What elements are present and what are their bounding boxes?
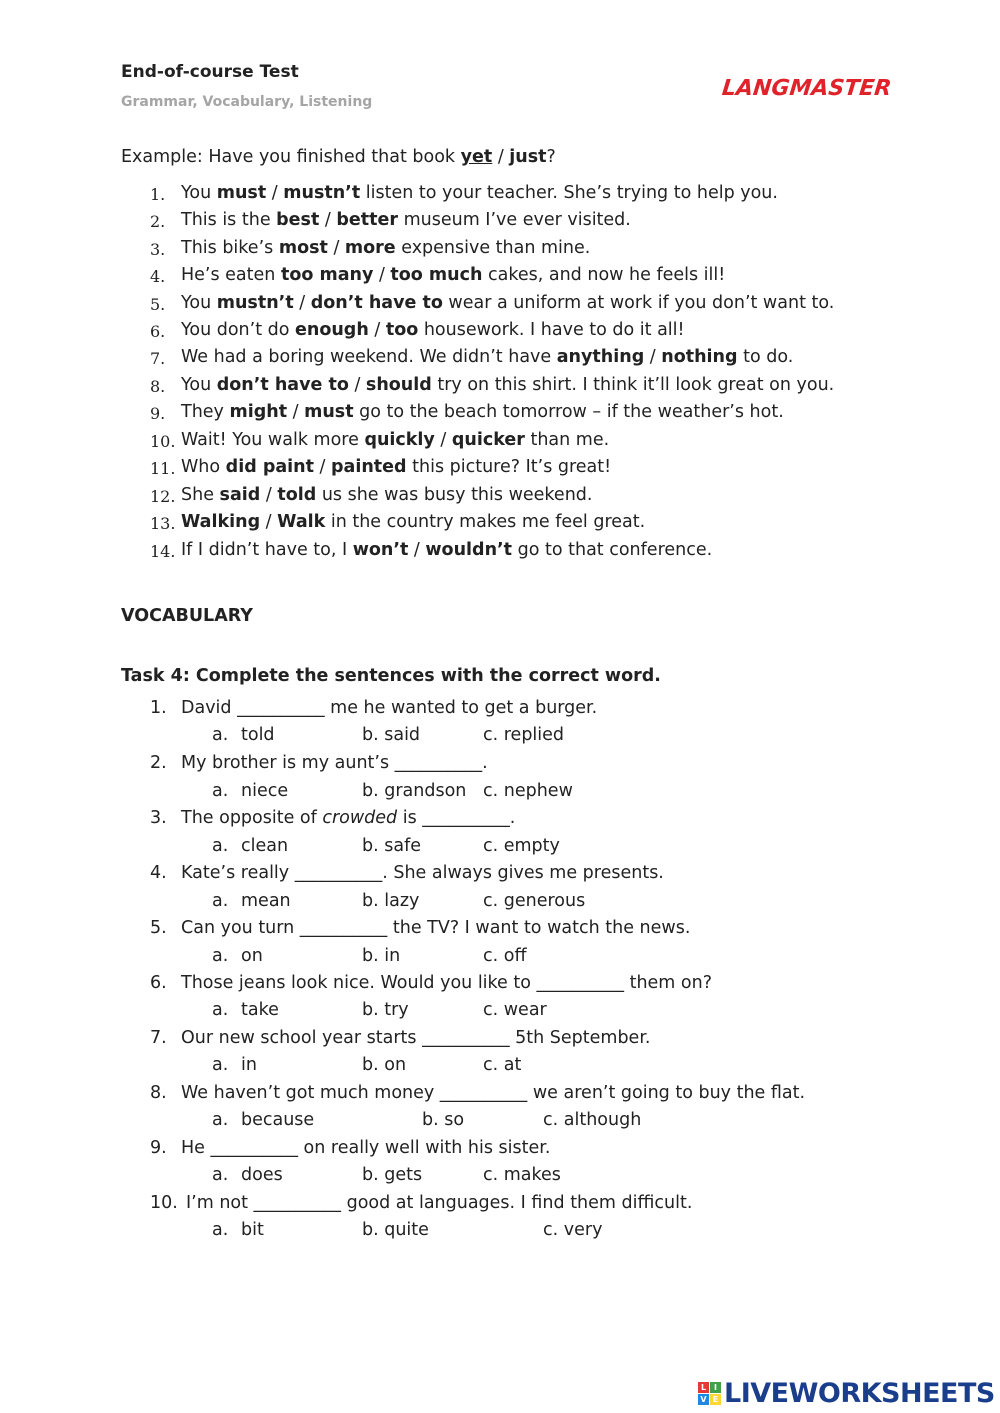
option-separator: / [319, 210, 337, 230]
item-text-before: We had a boring weekend. We didn’t have [181, 347, 557, 367]
option-separator: / [260, 512, 278, 532]
item-text-after: wear a uniform at work if you don’t want to. [442, 293, 835, 313]
question-row [0, 1138, 1000, 1162]
option-a-letter: a. [212, 1165, 229, 1185]
item-text-after: this picture? It’s great! [406, 457, 612, 477]
example-text: Example: Have you finished that book [121, 147, 461, 167]
question-number: 1. [150, 698, 167, 718]
grammar-item [0, 457, 1000, 481]
item-text-after: listen to your teacher. She’s trying to help you. [360, 183, 778, 203]
grammar-item [0, 402, 1000, 426]
option-one[interactable]: anything [556, 347, 645, 367]
question-row [0, 698, 1000, 722]
option-one[interactable]: mustn’t [216, 293, 294, 313]
question-text: Kate’s really __________. She always gives me presents. [181, 863, 664, 883]
option-two[interactable]: painted [331, 457, 407, 477]
grammar-item [0, 485, 1000, 509]
grammar-item [0, 320, 1000, 344]
grammar-item [0, 265, 1000, 289]
question-number: 6. [150, 973, 167, 993]
item-text-before: This bike’s [181, 238, 279, 258]
badge-letter: L [698, 1382, 709, 1393]
item-text-after: go to the beach tomorrow – if the weather’s hot. [353, 402, 784, 422]
item-text-before: You [181, 293, 217, 313]
option-b[interactable]: b. lazy [362, 891, 420, 911]
option-separator: / [434, 430, 452, 450]
grammar-item [0, 540, 1000, 564]
option-a-letter: a. [212, 781, 229, 801]
question-number: 8. [150, 1083, 167, 1103]
item-text-after: cakes, and now he feels ill! [482, 265, 726, 285]
question-text: David __________ me he wanted to get a burger. [181, 698, 598, 718]
grammar-item [0, 375, 1000, 399]
example-separator: / [492, 147, 510, 167]
question-number: 2. [150, 753, 167, 773]
item-text-after: in the country makes me feel great. [325, 512, 646, 532]
option-c[interactable]: c. replied [483, 725, 565, 745]
question-row [0, 808, 1000, 832]
option-a-letter: a. [212, 836, 229, 856]
option-separator: / [348, 375, 366, 395]
item-number: 5. [150, 295, 166, 314]
option-b[interactable]: b. in [362, 946, 401, 966]
item-number: 9. [150, 404, 166, 423]
item-text-after: us she was busy this weekend. [316, 485, 593, 505]
item-number: 14. [150, 542, 176, 561]
item-text-before: You [181, 375, 217, 395]
item-number: 7. [150, 349, 166, 368]
option-a[interactable]: mean [241, 891, 291, 911]
option-separator: / [644, 347, 662, 367]
option-a[interactable]: because [241, 1110, 315, 1130]
grammar-item [0, 210, 1000, 234]
liveworksheets-logo [698, 1376, 995, 1410]
question-row [0, 973, 1000, 997]
option-a[interactable]: in [241, 1055, 257, 1075]
question-text-after: is __________. [397, 808, 516, 828]
option-c[interactable]: c. off [483, 946, 527, 966]
option-a[interactable]: bit [241, 1220, 264, 1240]
option-b[interactable]: b. safe [362, 836, 422, 856]
item-number: 6. [150, 322, 166, 341]
example-option-yet: yet [460, 147, 493, 167]
item-text-before: This is the [181, 210, 277, 230]
option-a-letter: a. [212, 946, 229, 966]
option-c[interactable]: c. wear [483, 1000, 547, 1020]
grammar-item [0, 293, 1000, 317]
item-text-after: housework. I have to do it all! [418, 320, 685, 340]
option-one[interactable]: won’t [352, 540, 409, 560]
item-text-after: go to that conference. [512, 540, 713, 560]
badge-letter: E [710, 1394, 721, 1405]
option-a-letter: a. [212, 1000, 229, 1020]
item-text-after: than me. [524, 430, 610, 450]
question-number: 10. [150, 1193, 178, 1213]
question-number: 3. [150, 808, 167, 828]
question-text: We haven’t got much money __________ we aren’t going to buy the flat. [181, 1083, 806, 1103]
item-text-before: He’s eaten [181, 265, 281, 285]
option-one[interactable]: said [219, 485, 261, 505]
item-number: 4. [150, 267, 166, 286]
option-a[interactable]: told [241, 725, 275, 745]
option-c[interactable]: c. nephew [483, 781, 573, 801]
option-separator: / [327, 238, 345, 258]
item-number: 8. [150, 377, 166, 396]
vocabulary-heading: VOCABULARY [121, 606, 253, 626]
option-one[interactable]: Walking [181, 512, 261, 532]
question-number: 4. [150, 863, 167, 883]
grammar-item [0, 238, 1000, 262]
option-c[interactable]: c. makes [483, 1165, 561, 1185]
option-two[interactable]: mustn’t [283, 183, 361, 203]
question-row [0, 1028, 1000, 1052]
option-two[interactable]: must [304, 402, 354, 422]
option-a[interactable]: clean [241, 836, 289, 856]
option-separator: / [313, 457, 332, 477]
question-text: Those jeans look nice. Would you like to __________ them on? [181, 973, 712, 993]
option-b[interactable]: b. gets [362, 1165, 423, 1185]
question-row [0, 863, 1000, 887]
liveworksheets-badge-icon [698, 1382, 721, 1405]
option-two[interactable]: more [344, 238, 396, 258]
option-one[interactable]: don’t have to [216, 375, 349, 395]
item-text-after: museum I’ve ever visited. [398, 210, 631, 230]
question-text: My brother is my aunt’s __________. [181, 753, 488, 773]
question-italic-word: crowded [322, 808, 398, 828]
question-number: 5. [150, 918, 167, 938]
question-text: Can you turn __________ the TV? I want to watch the news. [181, 918, 691, 938]
option-separator: / [368, 320, 386, 340]
option-c[interactable]: c. although [543, 1110, 642, 1130]
grammar-item [0, 512, 1000, 536]
question-text: Our new school year starts __________ 5th September. [181, 1028, 651, 1048]
option-one[interactable]: enough [295, 320, 369, 340]
item-text-after: to do. [737, 347, 794, 367]
document-title: End-of-course Test [121, 62, 299, 82]
option-two[interactable]: quicker [451, 430, 525, 450]
example-end: ? [546, 147, 556, 167]
item-text-before: Wait! You walk more [181, 430, 365, 450]
option-c[interactable]: c. empty [483, 836, 560, 856]
liveworksheets-wordmark: LIVEWORKSHEETS [724, 1377, 995, 1409]
option-one[interactable]: quickly [364, 430, 435, 450]
item-text-before: You don’t do [181, 320, 295, 340]
option-b[interactable]: b. grandson [362, 781, 467, 801]
item-text-before: You [181, 183, 217, 203]
question-text [181, 808, 515, 828]
option-two[interactable]: don’t have to [310, 293, 443, 313]
question-row [0, 1083, 1000, 1107]
option-one[interactable]: too many [280, 265, 374, 285]
option-one[interactable]: best [276, 210, 320, 230]
option-one[interactable]: did paint [225, 457, 314, 477]
question-row [0, 753, 1000, 777]
option-separator: / [373, 265, 391, 285]
option-c[interactable]: c. generous [483, 891, 586, 911]
option-two[interactable]: nothing [661, 347, 738, 367]
item-text-before: If I didn’t have to, I [181, 540, 353, 560]
option-two[interactable]: better [336, 210, 399, 230]
option-two[interactable]: too much [390, 265, 483, 285]
option-b[interactable]: b. try [362, 1000, 409, 1020]
option-a-letter: a. [212, 891, 229, 911]
item-number: 3. [150, 240, 166, 259]
option-b[interactable]: b. said [362, 725, 421, 745]
example-option-just: just [509, 147, 547, 167]
option-two[interactable]: wouldn’t [425, 540, 513, 560]
option-a-letter: a. [212, 725, 229, 745]
option-one[interactable]: must [216, 183, 267, 203]
item-number: 2. [150, 212, 166, 231]
option-a[interactable]: take [241, 1000, 279, 1020]
item-text-after: try on this shirt. I think it’ll look great on you. [431, 375, 835, 395]
item-number: 1. [150, 185, 166, 204]
grammar-item [0, 183, 1000, 207]
option-separator: / [408, 540, 426, 560]
question-row [0, 1193, 1000, 1217]
badge-letter: I [710, 1382, 721, 1393]
question-text: He __________ on really well with his sister. [181, 1138, 551, 1158]
question-row [0, 918, 1000, 942]
option-c[interactable]: c. very [543, 1220, 603, 1240]
option-two[interactable]: too [385, 320, 419, 340]
question-number: 7. [150, 1028, 167, 1048]
option-separator: / [287, 402, 305, 422]
option-a-letter: a. [212, 1220, 229, 1240]
task-4-heading: Task 4: Complete the sentences with the correct word. [121, 666, 661, 686]
langmaster-logo: LANGMASTER [720, 76, 893, 101]
option-two[interactable]: told [277, 485, 317, 505]
question-number: 9. [150, 1138, 167, 1158]
item-number: 11. [150, 459, 176, 478]
option-a[interactable]: does [241, 1165, 283, 1185]
item-text-before: Who [181, 457, 226, 477]
item-text-after: expensive than mine. [395, 238, 591, 258]
option-two[interactable]: should [365, 375, 432, 395]
example-line [121, 147, 556, 167]
option-separator: / [266, 183, 284, 203]
grammar-item [0, 347, 1000, 371]
option-c[interactable]: c. at [483, 1055, 522, 1075]
option-one[interactable]: might [229, 402, 288, 422]
option-separator: / [293, 293, 311, 313]
badge-letter: V [698, 1394, 709, 1405]
option-one[interactable]: most [278, 238, 328, 258]
document-subtitle: Grammar, Vocabulary, Listening [121, 94, 373, 110]
item-text-before: She [181, 485, 220, 505]
question-text: I’m not __________ good at languages. I find them difficult. [186, 1193, 693, 1213]
option-a[interactable]: on [241, 946, 263, 966]
grammar-item [0, 430, 1000, 454]
option-a-letter: a. [212, 1110, 229, 1130]
option-a[interactable]: niece [241, 781, 289, 801]
item-text-before: They [181, 402, 230, 422]
item-number: 12. [150, 487, 176, 506]
option-b[interactable]: b. on [362, 1055, 407, 1075]
item-number: 13. [150, 514, 176, 533]
question-text-before: The opposite of [181, 808, 323, 828]
option-b[interactable]: b. quite [362, 1220, 429, 1240]
item-number: 10. [150, 432, 176, 451]
option-a-letter: a. [212, 1055, 229, 1075]
option-b[interactable]: b. so [422, 1110, 465, 1130]
option-separator: / [260, 485, 278, 505]
option-two[interactable]: Walk [277, 512, 326, 532]
